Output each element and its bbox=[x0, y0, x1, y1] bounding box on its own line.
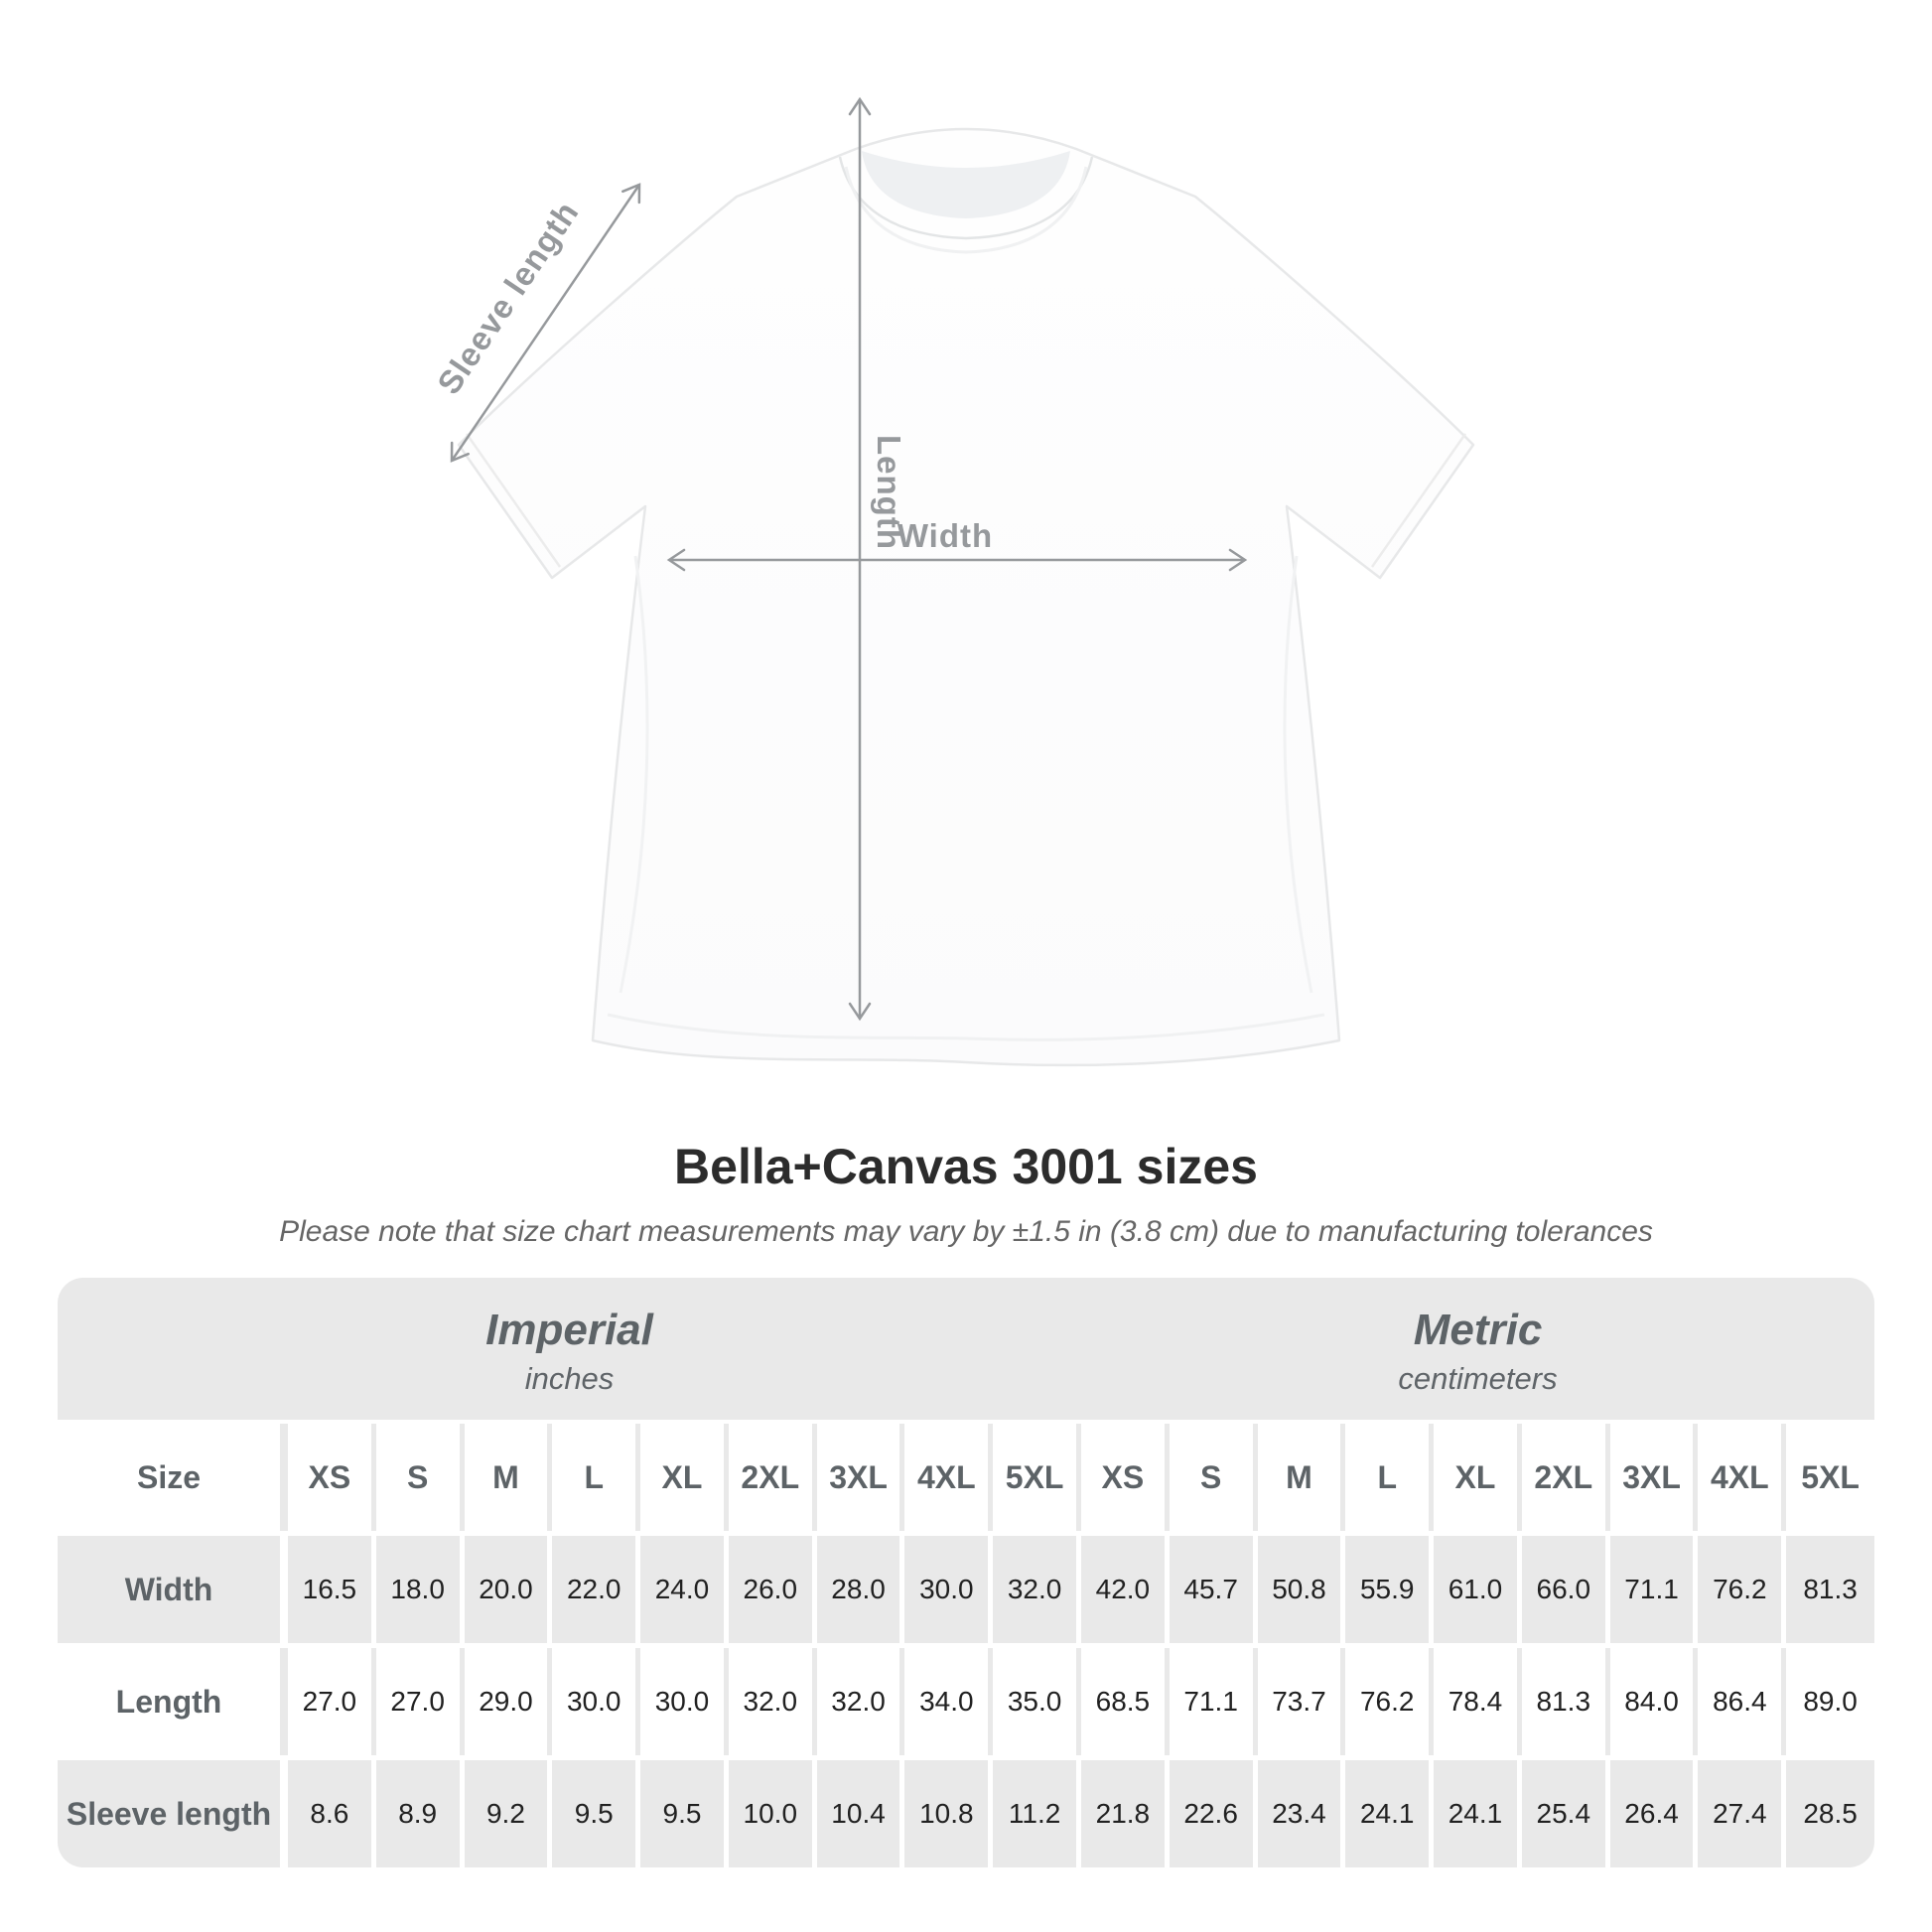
value-cell-metric: 24.1 bbox=[1434, 1760, 1522, 1867]
value-cell-metric: 76.2 bbox=[1345, 1648, 1434, 1755]
value-cell-metric: 28.5 bbox=[1786, 1760, 1874, 1867]
size-header-imperial: L bbox=[552, 1424, 640, 1531]
value-cell-imperial: 30.0 bbox=[552, 1648, 640, 1755]
value-cell-imperial: 28.0 bbox=[817, 1536, 905, 1643]
value-cell-imperial: 29.0 bbox=[465, 1648, 553, 1755]
value-cell-imperial: 32.0 bbox=[817, 1648, 905, 1755]
size-table bbox=[58, 1278, 1874, 1867]
row-label: Sleeve length bbox=[58, 1760, 288, 1867]
size-header-metric: 5XL bbox=[1786, 1424, 1874, 1531]
value-cell-imperial: 10.0 bbox=[729, 1760, 817, 1867]
size-header-imperial: S bbox=[376, 1424, 465, 1531]
size-header-imperial: 3XL bbox=[817, 1424, 905, 1531]
size-header-metric: S bbox=[1170, 1424, 1258, 1531]
value-cell-imperial: 16.5 bbox=[288, 1536, 376, 1643]
value-cell-imperial: 27.0 bbox=[376, 1648, 465, 1755]
value-cell-metric: 21.8 bbox=[1081, 1760, 1170, 1867]
value-cell-imperial: 30.0 bbox=[904, 1536, 993, 1643]
value-cell-imperial: 18.0 bbox=[376, 1536, 465, 1643]
value-cell-imperial: 26.0 bbox=[729, 1536, 817, 1643]
value-cell-imperial: 9.5 bbox=[552, 1760, 640, 1867]
value-cell-imperial: 34.0 bbox=[904, 1648, 993, 1755]
value-cell-metric: 71.1 bbox=[1610, 1536, 1699, 1643]
tshirt-illustration bbox=[459, 129, 1473, 1065]
imperial-label: Imperial bbox=[485, 1305, 653, 1354]
size-header-metric: 4XL bbox=[1698, 1424, 1786, 1531]
value-cell-metric: 89.0 bbox=[1786, 1648, 1874, 1755]
value-cell-imperial: 27.0 bbox=[288, 1648, 376, 1755]
size-header-imperial: M bbox=[465, 1424, 553, 1531]
value-cell-imperial: 22.0 bbox=[552, 1536, 640, 1643]
value-cell-metric: 68.5 bbox=[1081, 1648, 1170, 1755]
value-cell-metric: 26.4 bbox=[1610, 1760, 1699, 1867]
value-cell-metric: 84.0 bbox=[1610, 1648, 1699, 1755]
value-cell-metric: 78.4 bbox=[1434, 1648, 1522, 1755]
value-cell-metric: 73.7 bbox=[1258, 1648, 1346, 1755]
value-cell-metric: 81.3 bbox=[1522, 1648, 1610, 1755]
value-cell-metric: 25.4 bbox=[1522, 1760, 1610, 1867]
metric-unit-label: centimeters bbox=[1398, 1360, 1558, 1396]
size-header-metric: XS bbox=[1081, 1424, 1170, 1531]
value-cell-imperial: 32.0 bbox=[729, 1648, 817, 1755]
value-cell-imperial: 8.6 bbox=[288, 1760, 376, 1867]
size-table-grid bbox=[58, 1424, 1874, 1867]
value-cell-metric: 22.6 bbox=[1170, 1760, 1258, 1867]
metric-section-header bbox=[1081, 1278, 1874, 1420]
value-cell-imperial: 10.4 bbox=[817, 1760, 905, 1867]
value-cell-imperial: 9.2 bbox=[465, 1760, 553, 1867]
metric-label: Metric bbox=[1413, 1305, 1543, 1354]
size-header-imperial: XL bbox=[640, 1424, 729, 1531]
value-cell-imperial: 20.0 bbox=[465, 1536, 553, 1643]
value-cell-imperial: 32.0 bbox=[993, 1536, 1081, 1643]
sleeve-length-arrow-label: Sleeve length bbox=[430, 194, 586, 401]
value-cell-imperial: 24.0 bbox=[640, 1536, 729, 1643]
size-header-metric: 2XL bbox=[1522, 1424, 1610, 1531]
width-arrow-label: Width bbox=[897, 517, 994, 554]
units-header-band bbox=[58, 1278, 1874, 1420]
value-cell-metric: 66.0 bbox=[1522, 1536, 1610, 1643]
size-header-imperial: 5XL bbox=[993, 1424, 1081, 1531]
value-cell-metric: 42.0 bbox=[1081, 1536, 1170, 1643]
value-cell-imperial: 11.2 bbox=[993, 1760, 1081, 1867]
value-cell-imperial: 8.9 bbox=[376, 1760, 465, 1867]
value-cell-imperial: 30.0 bbox=[640, 1648, 729, 1755]
imperial-unit-label: inches bbox=[524, 1360, 615, 1396]
size-header-metric: L bbox=[1345, 1424, 1434, 1531]
size-header-metric: XL bbox=[1434, 1424, 1522, 1531]
row-label: Width bbox=[58, 1536, 288, 1643]
size-header-imperial: XS bbox=[288, 1424, 376, 1531]
imperial-section-header bbox=[58, 1278, 1081, 1420]
value-cell-metric: 27.4 bbox=[1698, 1760, 1786, 1867]
value-cell-imperial: 35.0 bbox=[993, 1648, 1081, 1755]
value-cell-metric: 24.1 bbox=[1345, 1760, 1434, 1867]
length-arrow-label: Length bbox=[871, 435, 907, 550]
value-cell-metric: 23.4 bbox=[1258, 1760, 1346, 1867]
size-header-imperial: 4XL bbox=[904, 1424, 993, 1531]
value-cell-imperial: 9.5 bbox=[640, 1760, 729, 1867]
value-cell-metric: 86.4 bbox=[1698, 1648, 1786, 1755]
value-cell-metric: 76.2 bbox=[1698, 1536, 1786, 1643]
value-cell-metric: 61.0 bbox=[1434, 1536, 1522, 1643]
value-cell-metric: 71.1 bbox=[1170, 1648, 1258, 1755]
value-cell-metric: 50.8 bbox=[1258, 1536, 1346, 1643]
size-header-imperial: 2XL bbox=[729, 1424, 817, 1531]
row-label: Length bbox=[58, 1648, 288, 1755]
size-header-metric: M bbox=[1258, 1424, 1346, 1531]
value-cell-metric: 81.3 bbox=[1786, 1536, 1874, 1643]
size-corner-label: Size bbox=[58, 1424, 288, 1531]
value-cell-metric: 55.9 bbox=[1345, 1536, 1434, 1643]
tolerance-note: Please note that size chart measurements may vary by ±1.5 in (3.8 cm) due to manufacturing tolerances bbox=[279, 1215, 1653, 1248]
value-cell-metric: 45.7 bbox=[1170, 1536, 1258, 1643]
value-cell-imperial: 10.8 bbox=[904, 1760, 993, 1867]
page-title: Bella+Canvas 3001 sizes bbox=[674, 1139, 1258, 1194]
size-header-metric: 3XL bbox=[1610, 1424, 1699, 1531]
